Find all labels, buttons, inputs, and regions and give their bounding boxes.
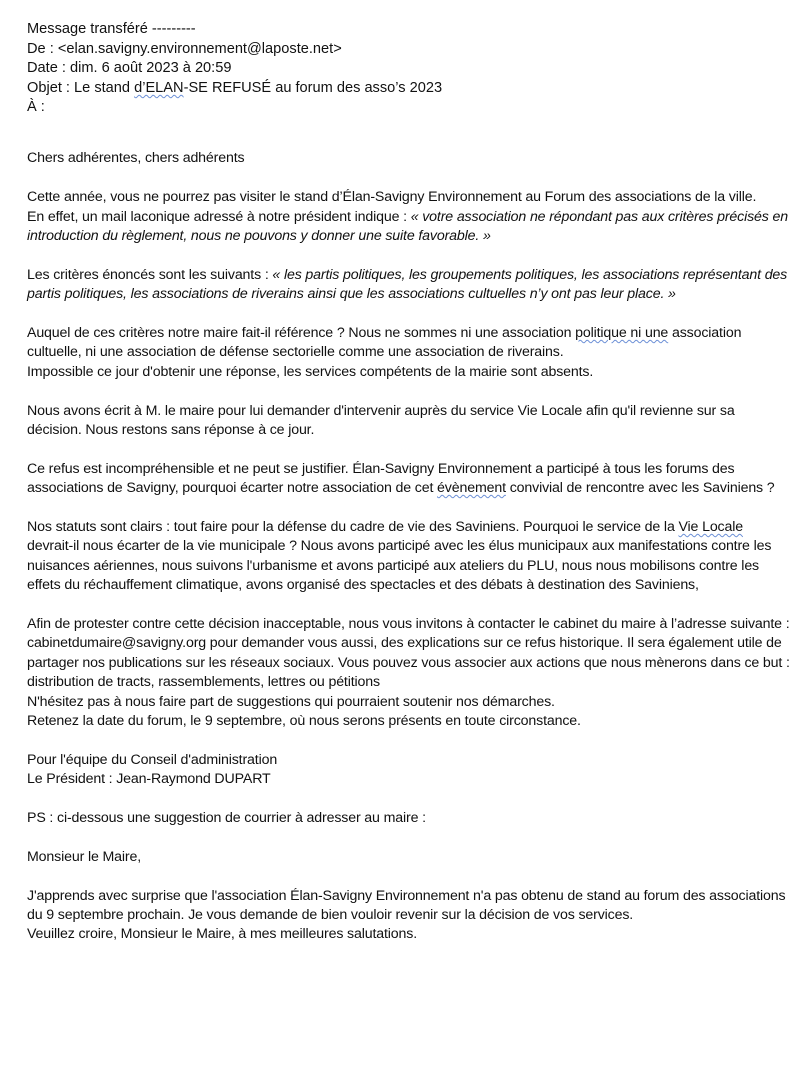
question-line2: Impossible ce jour d'obtenir une réponse, les services compétents de la mairie sont absents.	[27, 363, 594, 380]
signature-team: Pour l'équipe du Conseil d'administration	[27, 751, 278, 768]
letter-text: J'apprends avec surprise que l'association Élan-Savigny Environnement n'a pas obtenu de stand au forum des associations du 9 septembre prochain. Je vous demande de bien vouloir revenir sur la décision de vos services.	[27, 887, 786, 924]
question-post: association cultuelle, ni une association de défense sectorielle comme une association de riverains.	[27, 324, 742, 361]
refusal-quote: « votre association ne répondant pas aux critères précisés en introduction du règlement, nous ne pouvons y donner une suite favorable. »	[27, 208, 788, 244]
spellcheck-flag: Vie Locale	[678, 518, 743, 535]
from-line	[27, 40, 790, 60]
date-value: dim. 6 août 2023 à 20:59	[70, 60, 232, 77]
statutes-pre: Nos statuts sont clairs : tout faire pour la défense du cadre de vie des Saviniens. Pourquoi le service de la	[27, 518, 679, 535]
date-label: Date :	[27, 60, 70, 77]
date-line	[27, 59, 790, 79]
from-label: De :	[27, 40, 58, 57]
postscript: PS : ci-dessous une suggestion de courrier à adresser au maire :	[27, 810, 426, 827]
paragraph-intro	[27, 188, 790, 246]
paragraph-question	[27, 324, 790, 382]
signature-president: Le Président : Jean-Raymond DUPART	[27, 771, 271, 788]
subject-text-post: -SE REFUSÉ au forum des asso’s 2023	[183, 79, 443, 96]
protest-line2: N'hésitez pas à nous faire part de suggestions qui pourraient soutenir nos démarches.	[27, 693, 555, 710]
statutes-post: devrait-il nous écarter de la vie municipale ? Nous avons participé avec les élus municipaux aux manifestations contre les nuisances aériennes, nous suivons l'urbanisme et avons participé aux ateliers du PLU, nous nous mobilisons contre les effets du réchauffement climatique, avons organisé des spectacles et des débats à destination des Saviniens,	[27, 538, 772, 594]
protest-line3: Retenez la date du forum, le 9 septembre, où nous serons présents en toute circonstance.	[27, 713, 581, 730]
subject-text-pre: Le stand	[74, 79, 135, 96]
letter-closing: Veuillez croire, Monsieur le Maire, à mes meilleures salutations.	[27, 926, 418, 943]
greeting: Chers adhérentes, chers adhérents	[27, 150, 245, 167]
forwarded-header	[27, 20, 790, 118]
question-pre: Auquel de ces critères notre maire fait-il référence ? Nous ne sommes ni une association	[27, 324, 576, 341]
to-line: À :	[27, 99, 45, 116]
email-body	[27, 149, 790, 944]
forwarded-label: Message transféré ---------	[27, 21, 196, 37]
paragraph-statutes	[27, 518, 790, 596]
paragraph-criteria	[27, 266, 790, 305]
subject-label: Objet :	[27, 79, 75, 96]
spellcheck-flag: politique ni une	[575, 324, 669, 341]
protest-pre: Afin de protester contre cette décision inacceptable, nous vous invitons à contacter le cabinet du maire à l’adresse suivante :	[27, 616, 790, 632]
intro-line2: En effet, un mail laconique adressé à notre président indique :	[27, 208, 411, 225]
refusal-post: convivial de rencontre avec les Saviniens ?	[505, 480, 775, 497]
criteria-quote: « les partis politiques, les groupements politiques, les associations représentant des partis politiques, les associations de riverains ainsi que les associations cultuelles n’y ont pas leur place. »	[27, 266, 788, 303]
protest-post: pour demander vous aussi, des explications sur ce refus historique. Il sera également utile de partager nos publications sur les réseaux sociaux. Vous pouvez vous associer aux actions que nous mènerons dans ce but : distribution de tracts, rassemblements, lettres ou pétitions	[27, 635, 790, 691]
spellcheck-flag: évènement	[437, 480, 506, 497]
letter-body	[27, 887, 790, 945]
criteria-intro: Les critères énoncés sont les suivants :	[27, 266, 273, 283]
signature	[27, 751, 790, 790]
cabinet-email-link[interactable]: cabinetdumaire@savigny.org	[27, 635, 207, 652]
paragraph-letter-mayor: Nous avons écrit à M. le maire pour lui demander d'intervenir auprès du service Vie Locale afin qu'il revienne sur sa décision. Nous restons sans réponse à ce jour.	[27, 402, 735, 438]
refusal-pre: Ce refus est incompréhensible et ne peut se justifier. Élan-Savigny Environnement a participé à tous les forums des associations de Savigny, pourquoi écarter notre association de cet	[27, 460, 735, 497]
intro-text: Cette année, vous ne pourrez pas visiter le stand d’Élan-Savigny Environnement au Forum des associations de la ville.	[27, 189, 757, 206]
spellcheck-flag: d’ELAN	[134, 79, 184, 96]
paragraph-protest	[27, 615, 790, 731]
letter-salutation: Monsieur le Maire,	[27, 848, 141, 865]
subject-line	[27, 79, 790, 99]
from-address[interactable]: <elan.savigny.environnement@laposte.net>	[57, 40, 342, 57]
paragraph-refusal	[27, 460, 790, 499]
